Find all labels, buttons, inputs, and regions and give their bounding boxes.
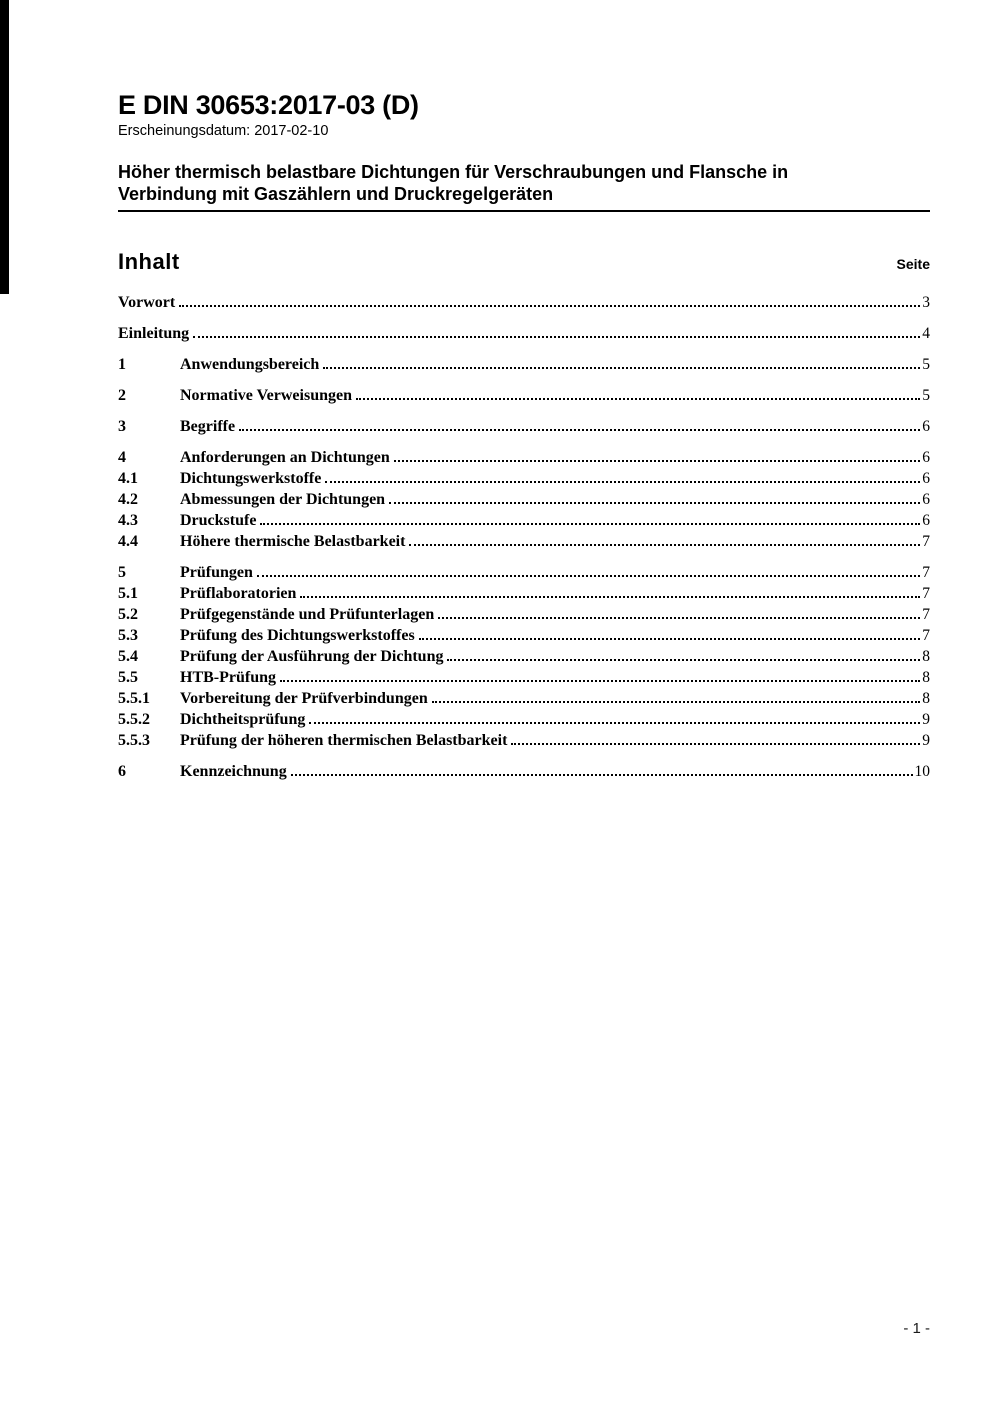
toc-entry-number: 5.1	[118, 585, 138, 602]
toc-entry-label: Normative Verweisungen	[180, 387, 352, 404]
toc-entry-label: Kennzeichnung	[180, 763, 287, 780]
toc-leader-dots	[193, 332, 920, 338]
toc-entry-label: Höhere thermische Belastbarkeit	[180, 533, 406, 550]
toc-entry-page: 9	[922, 711, 930, 728]
toc-entry-label: Einleitung	[118, 325, 190, 342]
toc-leader-dots	[291, 770, 913, 776]
toc-entry-page: 7	[922, 627, 930, 644]
toc-entry	[118, 385, 930, 406]
toc-entry	[118, 531, 930, 552]
page-number-footer: - 1 -	[903, 1320, 930, 1337]
toc-entry-label: Druckstufe	[180, 512, 257, 529]
toc-entry	[118, 646, 930, 667]
toc-entry-number: 4.2	[118, 491, 138, 508]
toc-entry	[118, 709, 930, 730]
toc-leader-dots	[323, 363, 920, 369]
toc-entry-label: Dichtheitsprüfung	[180, 711, 306, 728]
toc-entry-page: 8	[922, 669, 930, 686]
toc-entry	[118, 510, 930, 531]
toc-entry-label: HTB-Prüfung	[180, 669, 277, 686]
toc-entry	[118, 292, 930, 313]
toc-entry-label: Prüfung der Ausführung der Dichtung	[180, 648, 444, 665]
toc-entry-number: 4	[118, 449, 126, 466]
toc-entry-label: Prüflaboratorien	[180, 585, 297, 602]
toc-entry-number: 5.5	[118, 669, 138, 686]
toc-entry-page: 8	[922, 690, 930, 707]
toc-entry-number: 5	[118, 564, 126, 581]
table-of-contents	[118, 292, 930, 782]
toc-entry-page: 7	[922, 606, 930, 623]
toc-entry-page: 7	[922, 585, 930, 602]
toc-entry-page: 4	[922, 325, 930, 342]
toc-entry-page: 6	[922, 418, 930, 435]
document-title	[118, 161, 930, 212]
toc-entry-page: 10	[914, 763, 930, 780]
document-code: E DIN 30653:2017-03 (D)	[118, 90, 419, 120]
toc-entry-page: 6	[922, 512, 930, 529]
toc-entry-label: Prüfung des Dichtungswerkstoffes	[180, 627, 415, 644]
toc-entry-page: 8	[922, 648, 930, 665]
toc-leader-dots	[511, 739, 920, 745]
toc-heading: Inhalt	[118, 249, 180, 274]
toc-entry-page: 5	[922, 356, 930, 373]
toc-leader-dots	[239, 425, 920, 431]
toc-entry-number: 3	[118, 418, 126, 435]
toc-page-column-label: Seite	[896, 256, 930, 272]
toc-entry-label: Dichtungswerkstoffe	[180, 470, 322, 487]
toc-entry	[118, 447, 930, 468]
toc-leader-dots	[300, 592, 920, 598]
toc-leader-dots	[280, 676, 920, 682]
toc-entry-page: 6	[922, 449, 930, 466]
toc-header-row	[118, 249, 930, 277]
toc-entry-number: 4.1	[118, 470, 138, 487]
toc-leader-dots	[438, 613, 920, 619]
toc-leader-dots	[356, 394, 920, 400]
scan-artifact-bar	[0, 0, 9, 294]
toc-entry	[118, 761, 930, 782]
toc-entry-number: 1	[118, 356, 126, 373]
toc-leader-dots	[325, 477, 920, 483]
toc-entry	[118, 688, 930, 709]
toc-entry-number: 5.5.3	[118, 732, 150, 749]
toc-entry	[118, 625, 930, 646]
toc-leader-dots	[419, 634, 921, 640]
page-content	[118, 0, 930, 782]
toc-entry-number: 5.2	[118, 606, 138, 623]
toc-leader-dots	[257, 571, 920, 577]
toc-entry-label: Abmessungen der Dichtungen	[180, 491, 386, 508]
toc-entry	[118, 583, 930, 604]
toc-entry-label: Vorbereitung der Prüfverbindungen	[180, 690, 428, 707]
toc-entry	[118, 562, 930, 583]
document-title-line-2: Verbindung mit Gaszählern und Druckregelgeräten	[118, 184, 554, 204]
toc-entry	[118, 604, 930, 625]
toc-entry-page: 6	[922, 491, 930, 508]
toc-entry-label: Vorwort	[118, 294, 176, 311]
toc-entry	[118, 489, 930, 510]
toc-leader-dots	[389, 498, 920, 504]
toc-entry-page: 7	[922, 564, 930, 581]
toc-entry-label: Prüfgegenstände und Prüfunterlagen	[180, 606, 435, 623]
toc-leader-dots	[309, 718, 920, 724]
toc-entry-label: Prüfung der höheren thermischen Belastbarkeit	[180, 732, 508, 749]
toc-entry-number: 2	[118, 387, 126, 404]
toc-entry-page: 9	[922, 732, 930, 749]
toc-leader-dots	[432, 697, 921, 703]
toc-leader-dots	[447, 655, 920, 661]
release-date: Erscheinungsdatum: 2017-02-10	[118, 123, 329, 139]
toc-entry-label: Begriffe	[180, 418, 236, 435]
toc-entry-number: 5.5.1	[118, 690, 150, 707]
toc-entry-label: Anforderungen an Dichtungen	[180, 449, 390, 466]
toc-leader-dots	[409, 540, 920, 546]
toc-entry	[118, 730, 930, 751]
toc-entry	[118, 468, 930, 489]
toc-entry-number: 5.4	[118, 648, 138, 665]
toc-entry-page: 7	[922, 533, 930, 550]
toc-entry-number: 4.3	[118, 512, 138, 529]
toc-entry-number: 6	[118, 763, 126, 780]
toc-entry-number: 4.4	[118, 533, 138, 550]
toc-entry-number: 5.3	[118, 627, 138, 644]
toc-entry	[118, 354, 930, 375]
toc-leader-dots	[394, 456, 920, 462]
toc-entry-page: 6	[922, 470, 930, 487]
toc-entry	[118, 667, 930, 688]
toc-entry-page: 3	[922, 294, 930, 311]
toc-entry	[118, 323, 930, 344]
document-title-line-1: Höher thermisch belastbare Dichtungen für Verschraubungen und Flansche in	[118, 162, 789, 182]
toc-entry-label: Prüfungen	[180, 564, 253, 581]
toc-entry-label: Anwendungsbereich	[180, 356, 320, 373]
toc-entry-page: 5	[922, 387, 930, 404]
toc-leader-dots	[179, 301, 920, 307]
toc-leader-dots	[260, 519, 920, 525]
toc-entry	[118, 416, 930, 437]
toc-entry-number: 5.5.2	[118, 711, 150, 728]
